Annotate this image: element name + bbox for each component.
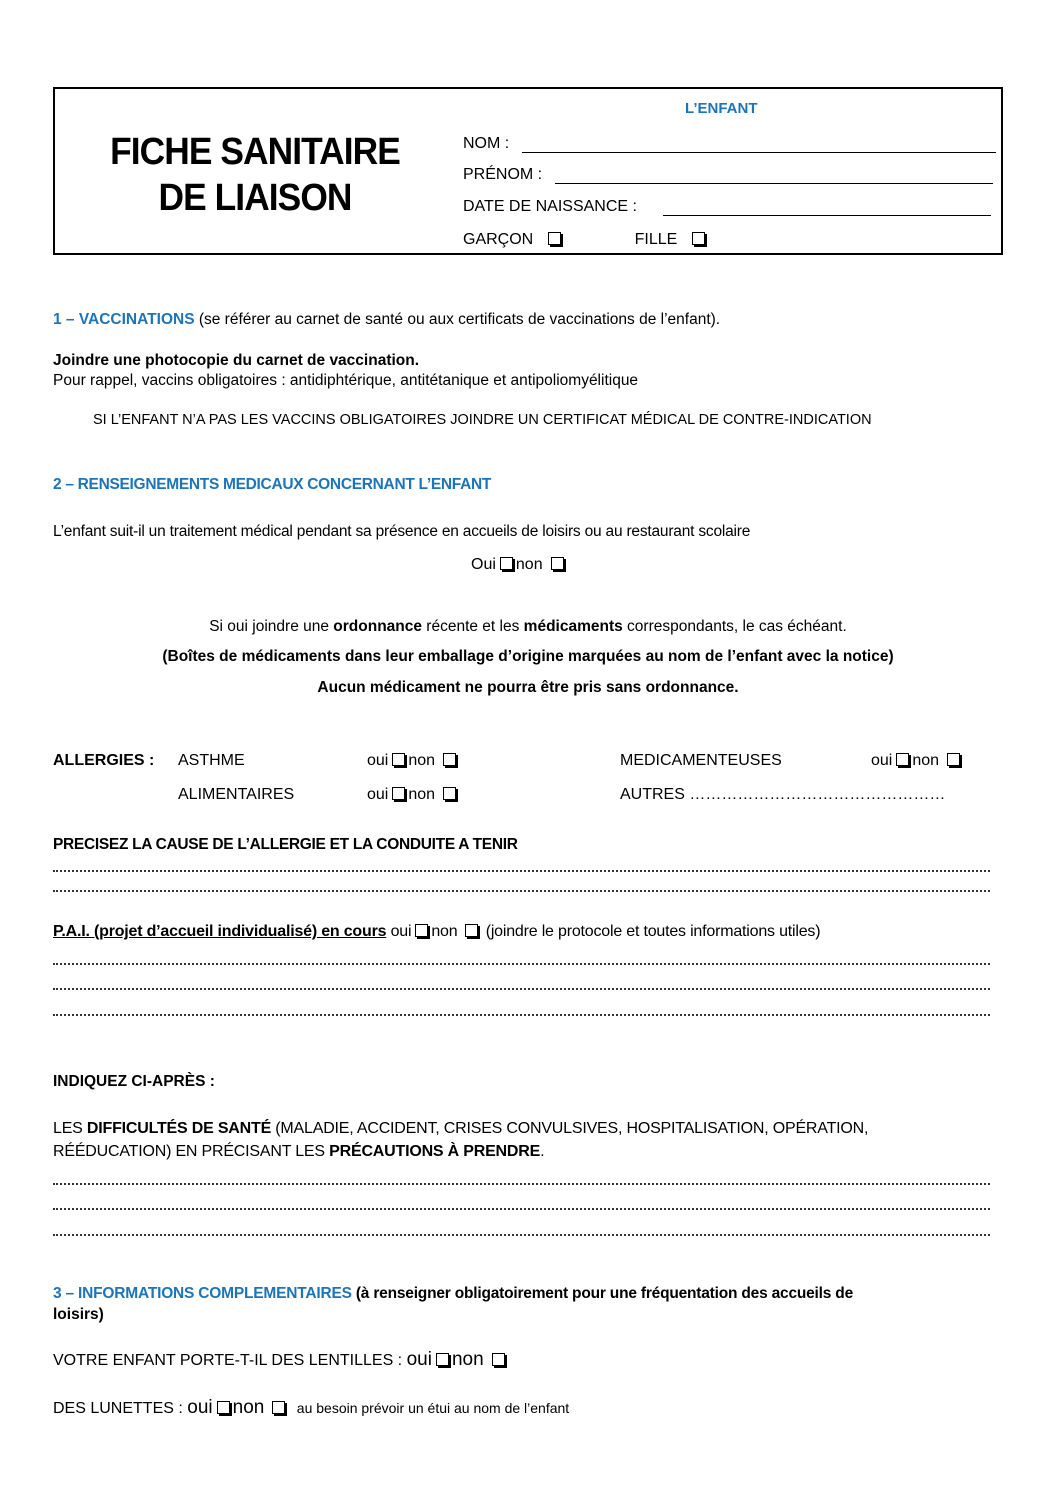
allergy-asthme-choice <box>367 752 459 770</box>
allergy-alimentaires-choice <box>367 786 459 804</box>
allergy-cause-heading: PRECISEZ LA CAUSE DE L’ALLERGIE ET LA CONDUITE A TENIR <box>53 836 518 853</box>
asthme-non-checkbox[interactable] <box>443 753 456 766</box>
allergy-medicamenteuses-choice <box>871 752 963 770</box>
date-naissance-field[interactable] <box>663 215 991 216</box>
nom-field[interactable] <box>522 152 996 153</box>
difficulties-text-2: (MALADIE, ACCIDENT, CRISES CONVULSIVES, HOSPITALISATION, OPÉRATION, <box>271 1120 869 1137</box>
health-difficulties-line-1 <box>53 1120 868 1138</box>
section-1-heading: 1 – VACCINATIONS <box>53 311 195 328</box>
allergy-autres-field[interactable]: AUTRES ………………………………………… <box>620 786 946 803</box>
asthme-oui-checkbox[interactable] <box>392 753 405 766</box>
child-section-label: L’ENFANT <box>685 100 758 117</box>
garcon-checkbox[interactable] <box>548 232 561 245</box>
indiquez-heading: INDIQUEZ CI-APRÈS : <box>53 1073 215 1090</box>
section-3-note-1: (à renseigner obligatoirement pour une fréquentation des accueils de <box>351 1285 853 1302</box>
alimentaires-oui-checkbox[interactable] <box>392 787 405 800</box>
difficulties-text-4: . <box>540 1143 545 1160</box>
pai-oui-label: oui <box>390 923 412 940</box>
etui-note: au besoin prévoir un étui au nom de l’enfant <box>296 1400 570 1416</box>
medicamenteuses-oui-checkbox[interactable] <box>896 753 909 766</box>
lentilles-row <box>53 1349 508 1371</box>
lentilles-non-checkbox[interactable] <box>492 1353 505 1366</box>
gender-row <box>463 231 708 249</box>
treatment-non-checkbox[interactable] <box>551 557 564 570</box>
allergy-asthme-label: ASTHME <box>178 752 245 769</box>
allergy-medicamenteuses-label: MEDICAMENTEUSES <box>620 752 782 769</box>
fille-label: FILLE <box>634 231 678 248</box>
date-naissance-label: DATE DE NAISSANCE : <box>463 198 637 215</box>
treatment-oui-label: Oui <box>471 556 496 573</box>
difficulties-bold-2: PRÉCAUTIONS À PRENDRE <box>329 1143 541 1160</box>
garcon-label: GARÇON <box>463 231 534 248</box>
lunettes-oui-checkbox[interactable] <box>217 1401 230 1414</box>
treatment-answer-row <box>471 556 567 574</box>
pai-row <box>53 923 820 941</box>
allergy-cause-line-1[interactable] <box>53 870 990 872</box>
prescription-text-1: Si oui joindre une <box>209 618 334 635</box>
pai-line-1[interactable] <box>53 963 990 965</box>
pai-non-checkbox[interactable] <box>465 924 478 937</box>
allergies-label: ALLERGIES : <box>53 752 155 769</box>
fille-checkbox[interactable] <box>692 232 705 245</box>
lentilles-oui-label: oui <box>406 1349 432 1370</box>
lunettes-oui-label: oui <box>187 1397 213 1418</box>
alimentaires-oui-label: oui <box>367 786 389 803</box>
pai-label: P.A.I. (projet d’accueil individualisé) en cours <box>53 923 387 940</box>
health-difficulties-line-2 <box>53 1143 544 1161</box>
section-3-note-2: loisirs) <box>53 1306 104 1323</box>
alimentaires-non-checkbox[interactable] <box>443 787 456 800</box>
medicamenteuses-non-label: non <box>912 752 940 769</box>
allergy-alimentaires-label: ALIMENTAIRES <box>178 786 295 803</box>
medicamenteuses-non-checkbox[interactable] <box>947 753 960 766</box>
header-box <box>53 87 1003 255</box>
pai-line-3[interactable] <box>53 1014 990 1016</box>
no-medication-note: Aucun médicament ne pourra être pris sans ordonnance. <box>317 679 739 696</box>
prescription-text-2: récente et les <box>422 618 524 635</box>
lunettes-non-checkbox[interactable] <box>272 1401 285 1414</box>
treatment-question: L’enfant suit-il un traitement médical pendant sa présence en accueils de loisirs ou au restaurant scolaire <box>53 523 751 540</box>
prescription-text-3: correspondants, le cas échéant. <box>622 618 847 635</box>
pai-non-label: non <box>431 923 458 940</box>
medication-boxes-note: (Boîtes de médicaments dans leur emballage d’origine marquées au nom de l’enfant avec la notice) <box>162 648 894 665</box>
title-line-2: DE LIAISON <box>158 177 352 219</box>
pai-line-2[interactable] <box>53 988 990 990</box>
pai-note: (joindre le protocole et toutes informations utiles) <box>485 923 821 940</box>
section-1-note: (se référer au carnet de santé ou aux certificats de vaccinations de l’enfant). <box>194 311 721 328</box>
title-line-1: FICHE SANITAIRE <box>110 131 400 173</box>
allergy-cause-line-2[interactable] <box>53 890 990 892</box>
asthme-non-label: non <box>408 752 436 769</box>
difficulties-line-2[interactable] <box>53 1208 990 1210</box>
lunettes-row <box>53 1397 569 1419</box>
prescription-bold-ordonnance: ordonnance <box>333 618 422 635</box>
prescription-instruction <box>53 618 1003 636</box>
section-3-heading-row <box>53 1285 853 1303</box>
asthme-oui-label: oui <box>367 752 389 769</box>
section-1-heading-row <box>53 311 720 329</box>
difficulties-text-1: LES <box>53 1120 87 1137</box>
lentilles-question: VOTRE ENFANT PORTE-T-IL DES LENTILLES : <box>53 1352 403 1369</box>
section-2-heading: 2 – RENSEIGNEMENTS MEDICAUX CONCERNANT L’ENFANT <box>53 476 492 493</box>
prenom-field[interactable] <box>555 183 993 184</box>
lentilles-oui-checkbox[interactable] <box>436 1353 449 1366</box>
photocopy-instruction: Joindre une photocopie du carnet de vaccination. <box>53 352 420 369</box>
section-3-heading: 3 – INFORMATIONS COMPLEMENTAIRES <box>53 1285 352 1302</box>
medicamenteuses-oui-label: oui <box>871 752 893 769</box>
prescription-bold-medicaments: médicaments <box>523 618 623 635</box>
alimentaires-non-label: non <box>408 786 436 803</box>
mandatory-vaccines: Pour rappel, vaccins obligatoires : antidiphtérique, antitétanique et antipoliomyélitique <box>53 372 639 389</box>
lunettes-question: DES LUNETTES : <box>53 1400 183 1417</box>
pai-oui-checkbox[interactable] <box>415 924 428 937</box>
treatment-non-label: non <box>515 556 543 573</box>
lentilles-non-label: non <box>451 1349 484 1370</box>
difficulties-bold-1: DIFFICULTÉS DE SANTÉ <box>86 1120 272 1137</box>
vaccine-warning: SI L’ENFANT N’A PAS LES VACCINS OBLIGATOIRES JOINDRE UN CERTIFICAT MÉDICAL DE CONTRE-INDICATION <box>93 412 872 428</box>
difficulties-line-1[interactable] <box>53 1183 990 1185</box>
lunettes-non-label: non <box>232 1397 265 1418</box>
nom-label: NOM : <box>463 135 510 152</box>
prenom-label: PRÉNOM : <box>463 166 543 183</box>
treatment-oui-checkbox[interactable] <box>500 557 513 570</box>
page-title <box>69 129 441 221</box>
difficulties-text-3: RÉÉDUCATION) EN PRÉCISANT LES <box>53 1143 330 1160</box>
difficulties-line-3[interactable] <box>53 1234 990 1236</box>
